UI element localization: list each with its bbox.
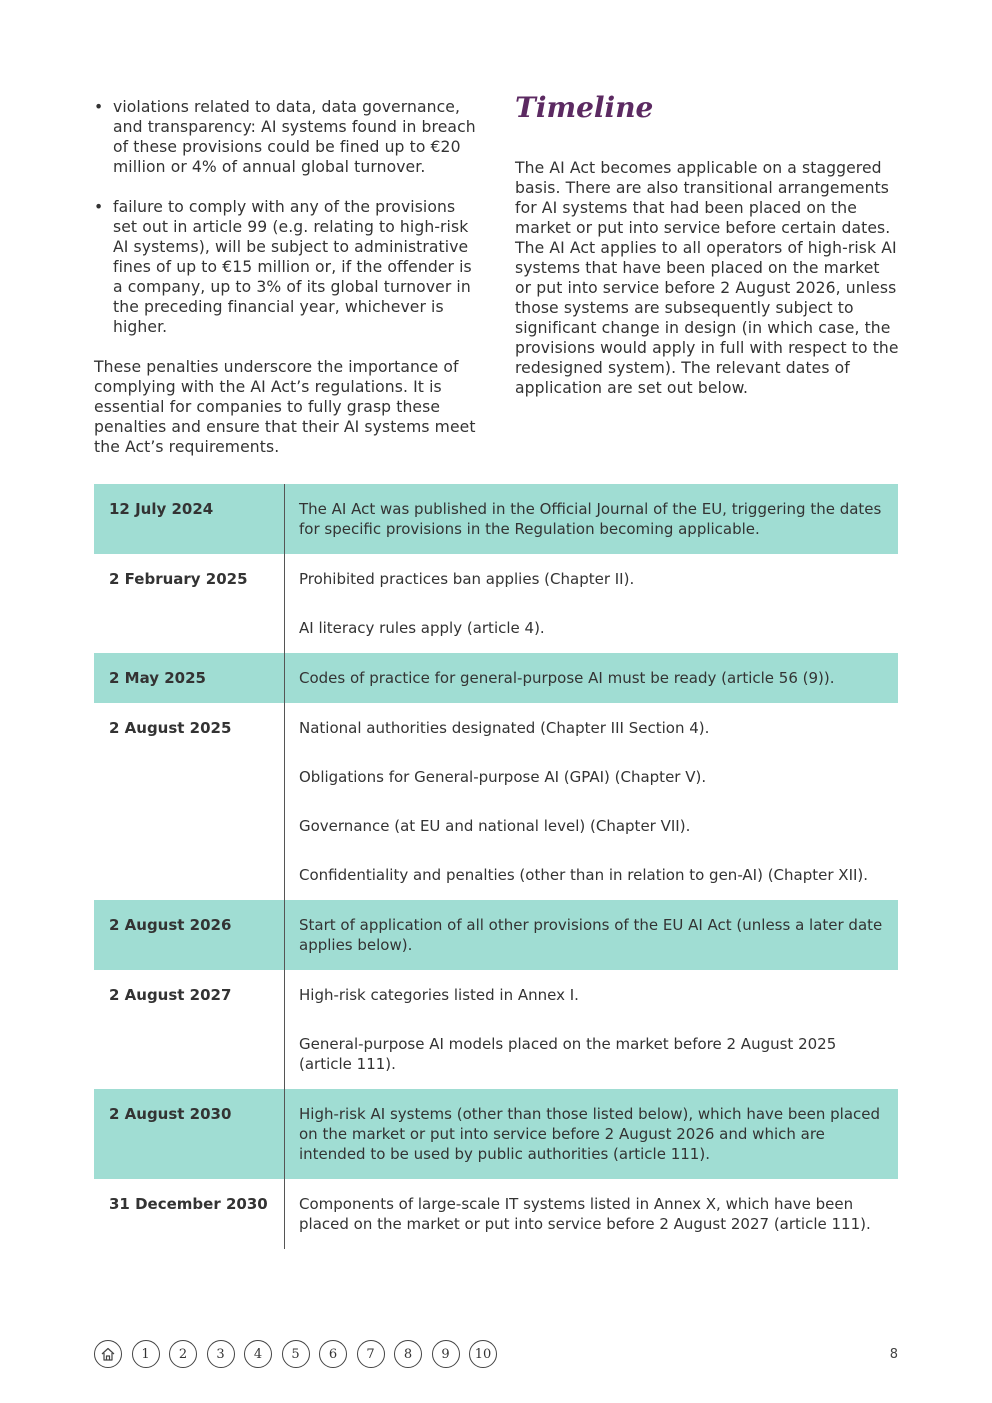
timeline-row <box>94 484 898 554</box>
timeline-row <box>94 653 898 703</box>
page-link-4[interactable]: 4 <box>244 1340 272 1368</box>
timeline-event: Governance (at EU and national level) (Chapter VII). <box>299 817 691 835</box>
timeline-event: Confidentiality and penalties (other than in relation to gen-AI) (Chapter XII). <box>299 866 869 884</box>
page-number: 8 <box>889 1347 898 1362</box>
timeline-events <box>284 554 898 653</box>
penalties-paragraph: These penalties underscore the importance of complying with the AI Act’s regulations. It is essential for companies to fully grasp these penalties and ensure that their AI systems meet the Act’s requirements. <box>94 358 476 456</box>
timeline-event: High-risk categories listed in Annex I. <box>299 986 579 1004</box>
timeline-events <box>284 653 898 703</box>
timeline-row <box>94 1179 898 1249</box>
page-link-9[interactable]: 9 <box>432 1340 460 1368</box>
timeline-row <box>94 554 898 653</box>
list-item <box>94 97 484 177</box>
timeline-event: Obligations for General-purpose AI (GPAI) (Chapter V). <box>299 768 707 786</box>
list-item <box>94 197 484 337</box>
timeline-row <box>94 1089 898 1179</box>
timeline-heading: Timeline <box>515 91 654 124</box>
timeline-events <box>284 484 898 554</box>
timeline-date: 2 May 2025 <box>109 669 206 687</box>
bullet-icon: • <box>94 198 104 216</box>
home-icon <box>100 1346 116 1362</box>
page-link-1[interactable]: 1 <box>132 1340 160 1368</box>
timeline-date: 2 August 2025 <box>109 719 232 737</box>
bullet-icon: • <box>94 98 104 116</box>
page-link-7[interactable]: 7 <box>357 1340 385 1368</box>
page-link-6[interactable]: 6 <box>319 1340 347 1368</box>
timeline-intro-paragraph: The AI Act becomes applicable on a staggered basis. There are also transitional arrangements for AI systems that had been placed on the market or put into service before certain dates. The AI Act applies to all operators of high-risk AI systems that have been placed on the market or put into service before 2 August 2026, unless those systems are subsequently subject to significant change in design (in which case, the provisions would apply in full with respect to the redesigned system). The relevant dates of application are set out below. <box>515 159 899 397</box>
timeline-event: High-risk AI systems (other than those listed below), which have been placed on the market or put into service before 2 August 2026 and which are intended to be used by public authorities (article 111). <box>299 1105 881 1163</box>
timeline-event: General-purpose AI models placed on the market before 2 August 2025 (article 111). <box>299 1035 837 1073</box>
timeline-events <box>284 970 898 1089</box>
page-link-5[interactable]: 5 <box>282 1340 310 1368</box>
timeline-event: Codes of practice for general-purpose AI must be ready (article 56 (9)). <box>299 669 835 687</box>
page-link-3[interactable]: 3 <box>207 1340 235 1368</box>
timeline-event: National authorities designated (Chapter III Section 4). <box>299 719 710 737</box>
timeline-events <box>284 703 898 900</box>
timeline-date: 31 December 2030 <box>109 1195 268 1213</box>
page-link-8[interactable]: 8 <box>394 1340 422 1368</box>
list-item-text: failure to comply with any of the provisions set out in article 99 (e.g. relating to high-risk AI systems), will be subject to administrative fines of up to €15 million or, if the offender is a company, up to 3% of its global turnover in the preceding financial year, whichever is higher. <box>113 198 472 336</box>
timeline-event: Prohibited practices ban applies (Chapter II). <box>299 570 635 588</box>
right-column <box>515 88 900 398</box>
page-link-10[interactable]: 10 <box>469 1340 497 1368</box>
timeline-event: Start of application of all other provisions of the EU AI Act (unless a later date applies below). <box>299 916 883 954</box>
timeline-date: 12 July 2024 <box>109 500 214 518</box>
timeline-date: 2 August 2026 <box>109 916 232 934</box>
timeline-date: 2 August 2030 <box>109 1105 232 1123</box>
page-navigation <box>94 1340 507 1368</box>
home-button[interactable] <box>94 1340 122 1368</box>
timeline-row <box>94 703 898 900</box>
left-column <box>94 97 484 457</box>
timeline-event: Components of large-scale IT systems listed in Annex X, which have been placed on the market or put into service before 2 August 2027 (article 111). <box>299 1195 871 1233</box>
timeline-events <box>284 1179 898 1249</box>
timeline-date: 2 August 2027 <box>109 986 232 1004</box>
list-item-text: violations related to data, data governance, and transparency: AI systems found in breach of these provisions could be fined up to €20 million or 4% of annual global turnover. <box>113 98 476 176</box>
timeline-row <box>94 970 898 1089</box>
page-link-2[interactable]: 2 <box>169 1340 197 1368</box>
timeline-table <box>94 484 898 1249</box>
timeline-events <box>284 1089 898 1179</box>
timeline-row <box>94 900 898 970</box>
timeline-event: AI literacy rules apply (article 4). <box>299 619 545 637</box>
timeline-event: The AI Act was published in the Official Journal of the EU, triggering the dates for specific provisions in the Regulation becoming applicable. <box>299 500 882 538</box>
timeline-date: 2 February 2025 <box>109 570 248 588</box>
penalty-list <box>94 97 484 337</box>
timeline-events <box>284 900 898 970</box>
